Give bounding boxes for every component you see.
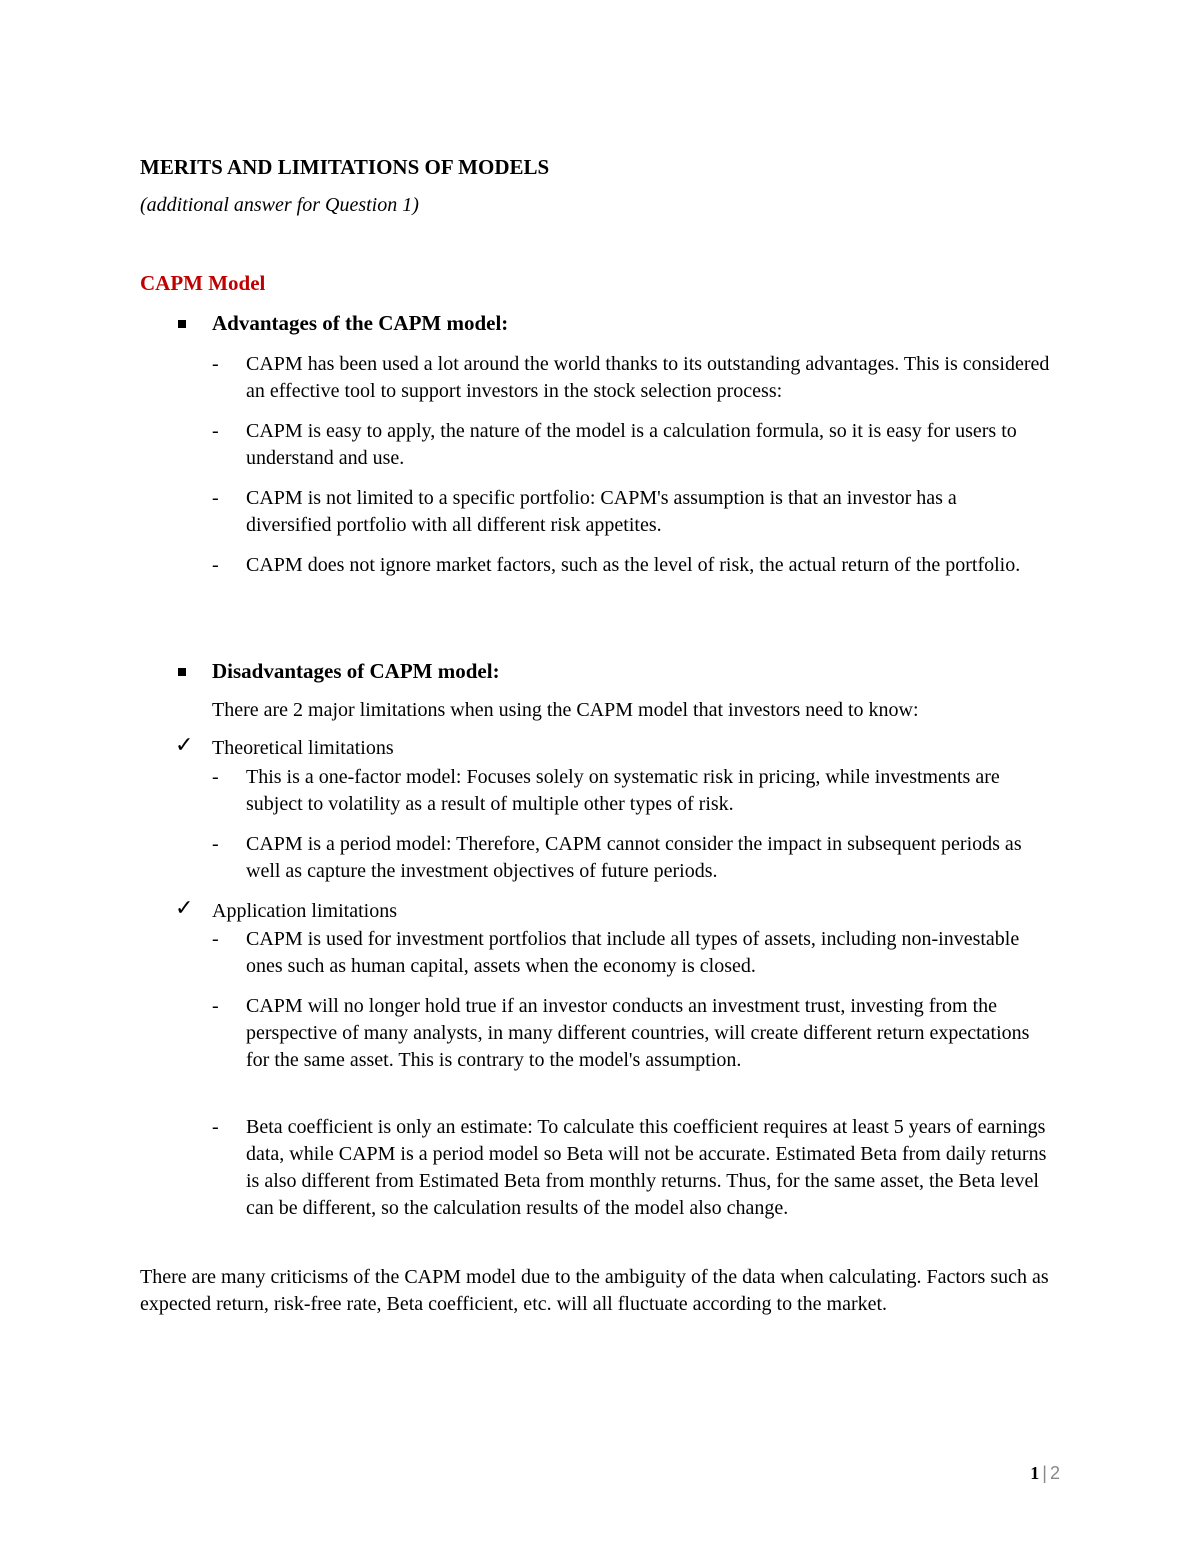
advantage-item: CAPM is easy to apply, the nature of the model is a calculation formula, so it is easy for users to understand and use. [246,420,1017,469]
dash-bullet-icon: - [212,554,219,576]
dash-bullet-icon: - [212,353,219,375]
limitation-group-label: Theoretical limitations [212,737,394,759]
dash-bullet-icon: - [212,420,219,442]
limitation-group-label: Application limitations [212,900,397,922]
current-page-number: 1 [1030,1463,1040,1483]
advantage-item: CAPM does not ignore market factors, such as the level of risk, the actual return of the portfolio. [246,554,1021,576]
square-bullet-icon [178,668,186,676]
page-separator: | [1042,1463,1047,1483]
section-heading: CAPM Model [140,271,266,295]
checkmark-icon: ✓ [175,733,194,758]
page-number [1030,1463,1060,1484]
total-pages-number: 2 [1049,1463,1060,1483]
limitation-item: This is a one-factor model: Focuses solely on systematic risk in pricing, while investments are subject to volatility as a result of multiple other types of risk. [246,766,1000,815]
dash-bullet-icon: - [212,1116,219,1138]
advantages-heading: Advantages of the CAPM model: [212,311,509,335]
dash-bullet-icon: - [212,995,219,1017]
page-subtitle: (additional answer for Question 1) [140,194,419,216]
page-title: MERITS AND LIMITATIONS OF MODELS [140,155,550,179]
disadvantages-intro: There are 2 major limitations when using the CAPM model that investors need to know: [212,699,919,721]
dash-bullet-icon: - [212,833,219,855]
limitation-item: CAPM will no longer hold true if an investor conducts an investment trust, investing from the perspective of many analysts, in many different countries, will create different return expectations for the same asset. This is contrary to the model's assumption. [246,995,1030,1071]
square-bullet-icon [178,320,186,328]
dash-bullet-icon: - [212,766,219,788]
limitation-item: Beta coefficient is only an estimate: To calculate this coefficient requires at least 5 years of earnings data, while CAPM is a period model so Beta will not be accurate. Estimated Beta from daily returns is also different from Estimated Beta from monthly returns. Thus, for the same asset, the Beta level can be different, so the calculation results of the model also change. [246,1116,1047,1219]
dash-bullet-icon: - [212,928,219,950]
conclusion-paragraph: There are many criticisms of the CAPM model due to the ambiguity of the data when calculating. Factors such as expected return, risk-free rate, Beta coefficient, etc. will all fluctuate according to the market. [140,1266,1049,1315]
disadvantages-heading: Disadvantages of CAPM model: [212,659,500,683]
dash-bullet-icon: - [212,487,219,509]
advantage-item: CAPM has been used a lot around the world thanks to its outstanding advantages. This is considered an effective tool to support investors in the stock selection process: [246,353,1050,402]
advantage-item: CAPM is not limited to a specific portfolio: CAPM's assumption is that an investor has a diversified portfolio with all different risk appetites. [246,487,957,536]
checkmark-icon: ✓ [175,896,194,921]
limitation-item: CAPM is used for investment portfolios that include all types of assets, including non-investable ones such as human capital, assets when the economy is closed. [246,928,1020,977]
limitation-item: CAPM is a period model: Therefore, CAPM cannot consider the impact in subsequent periods as well as capture the investment objectives of future periods. [246,833,1022,882]
